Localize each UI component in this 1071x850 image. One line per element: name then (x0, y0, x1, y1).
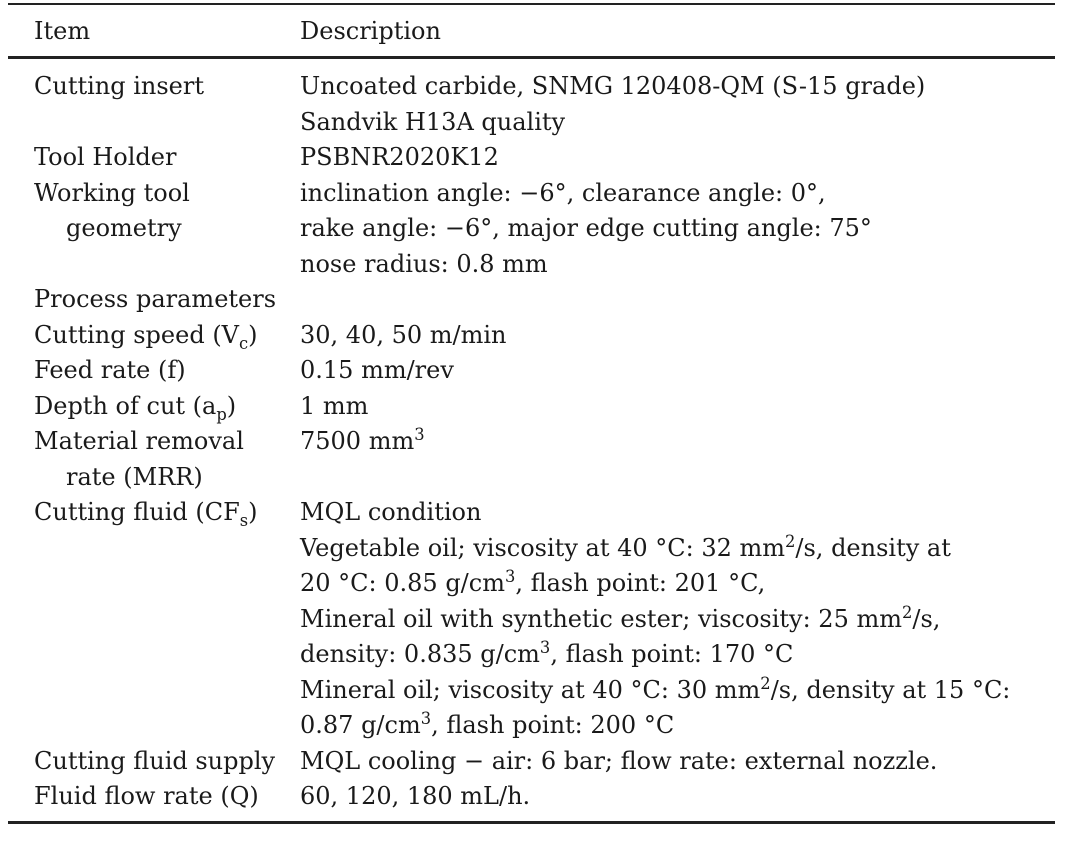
item-subscript: c (239, 333, 249, 353)
table-row (8, 318, 1055, 354)
row-item (8, 318, 300, 354)
row-description (300, 353, 1055, 389)
row-description (300, 495, 1055, 744)
row-item (8, 424, 300, 495)
row-description (300, 389, 1055, 425)
row-item (8, 389, 300, 425)
description-text (300, 673, 1055, 709)
item-text-part: ) (226, 391, 237, 420)
description-text: rake angle: −6°, major edge cutting angle: 75° (300, 214, 872, 242)
description-text: inclination angle: −6°, clearance angle: 0°, (300, 178, 826, 207)
table-row (8, 140, 1055, 176)
item-text-part: ) (248, 498, 258, 526)
description-text: 0.15 mm/rev (300, 356, 454, 384)
description-superscript: 3 (504, 567, 516, 586)
description-text-part: /s, (912, 604, 941, 633)
row-description (300, 424, 1055, 495)
description-superscript: 3 (420, 709, 432, 728)
table-body (8, 59, 1055, 821)
table-header (8, 5, 1055, 56)
row-item (8, 69, 300, 140)
table-row (8, 353, 1055, 389)
item-text-part: Cutting speed (V (34, 320, 240, 349)
item-text: Working tool (34, 178, 190, 207)
description-text-part: density: 0.835 g/cm (300, 640, 540, 668)
header-item: Item (34, 16, 91, 45)
description-text: 1 mm (300, 391, 369, 420)
description-text-part: Vegetable oil; viscosity at 40 °C: 32 mm (300, 533, 786, 562)
description-text (300, 531, 1055, 567)
description-superscript: 2 (760, 673, 771, 693)
item-text (34, 389, 300, 425)
description-text: 30, 40, 50 m/min (300, 320, 507, 349)
description-text-part: 20 °C: 0.85 g/cm (300, 569, 505, 597)
table-row (8, 779, 1055, 815)
description-text: nose radius: 0.8 mm (300, 249, 548, 278)
item-text: rate (MRR) (66, 462, 203, 491)
row-item (8, 495, 300, 744)
description-text (300, 424, 1055, 460)
description-text-part: , flash point: 200 °C (431, 711, 675, 739)
row-item (8, 779, 300, 815)
table-row (8, 69, 1055, 140)
description-text: MQL cooling − air: 6 bar; flow rate: external nozzle. (300, 746, 938, 775)
item-text: Cutting fluid supply (34, 746, 276, 775)
table-row (8, 176, 1055, 283)
row-description (300, 176, 1055, 283)
item-text (34, 318, 300, 354)
row-item (8, 176, 300, 283)
item-text: Tool Holder (34, 143, 177, 171)
row-description (300, 69, 1055, 140)
item-text: Fluid flow rate (Q) (34, 782, 259, 810)
item-subscript: s (239, 510, 249, 530)
bottom-rule (8, 821, 1055, 824)
row-item (8, 353, 300, 389)
description-superscript: 2 (785, 531, 796, 551)
description-text (300, 708, 1055, 744)
item-text: Cutting insert (34, 72, 205, 100)
item-text (34, 495, 300, 531)
item-text: Material removal (34, 427, 244, 455)
table-row (8, 424, 1055, 495)
item-text-part: Depth of cut (a (34, 391, 217, 420)
description-superscript: 3 (539, 638, 551, 657)
description-superscript: 2 (902, 602, 913, 622)
item-text: Process parameters (34, 285, 277, 313)
item-text: geometry (66, 214, 182, 242)
description-text (300, 602, 1055, 638)
row-item (8, 140, 300, 176)
description-text-part: Mineral oil with synthetic ester; viscosity: 25 mm (300, 604, 902, 633)
description-text-part: Mineral oil; viscosity at 40 °C: 30 mm (300, 675, 761, 704)
row-description (300, 318, 1055, 354)
description-text: MQL condition (300, 498, 482, 526)
item-subscript: p (216, 404, 227, 424)
table-row (8, 744, 1055, 780)
description-text-part: /s, density at 15 °C: (770, 675, 1011, 704)
description-text-part: 0.87 g/cm (300, 711, 421, 739)
item-text: Feed rate (f) (34, 356, 186, 384)
row-description (300, 744, 1055, 780)
row-description (300, 282, 1055, 318)
description-superscript: 3 (414, 425, 425, 444)
description-text (300, 637, 1055, 673)
row-item (8, 744, 300, 780)
description-text-part: , flash point: 170 °C (550, 640, 794, 668)
description-text-part: /s, density at (795, 533, 951, 562)
table-row (8, 389, 1055, 425)
description-text: PSBNR2020K12 (300, 143, 499, 171)
item-text-part: Cutting fluid (CF (34, 498, 240, 526)
description-text-part: 7500 mm (300, 427, 415, 455)
description-text: Uncoated carbide, SNMG 120408-QM (S-15 grade) (300, 72, 926, 100)
row-description (300, 140, 1055, 176)
header-description: Description (300, 16, 441, 45)
description-text: 60, 120, 180 mL/h. (300, 782, 531, 810)
row-description (300, 779, 1055, 815)
table-row (8, 282, 1055, 318)
description-text-part: , flash point: 201 °C, (515, 569, 766, 597)
item-text-part: ) (248, 320, 258, 349)
description-text: Sandvik H13A quality (300, 107, 566, 136)
row-item (8, 282, 300, 318)
spec-table (8, 3, 1055, 824)
table-row (8, 495, 1055, 744)
description-text (300, 566, 1055, 602)
